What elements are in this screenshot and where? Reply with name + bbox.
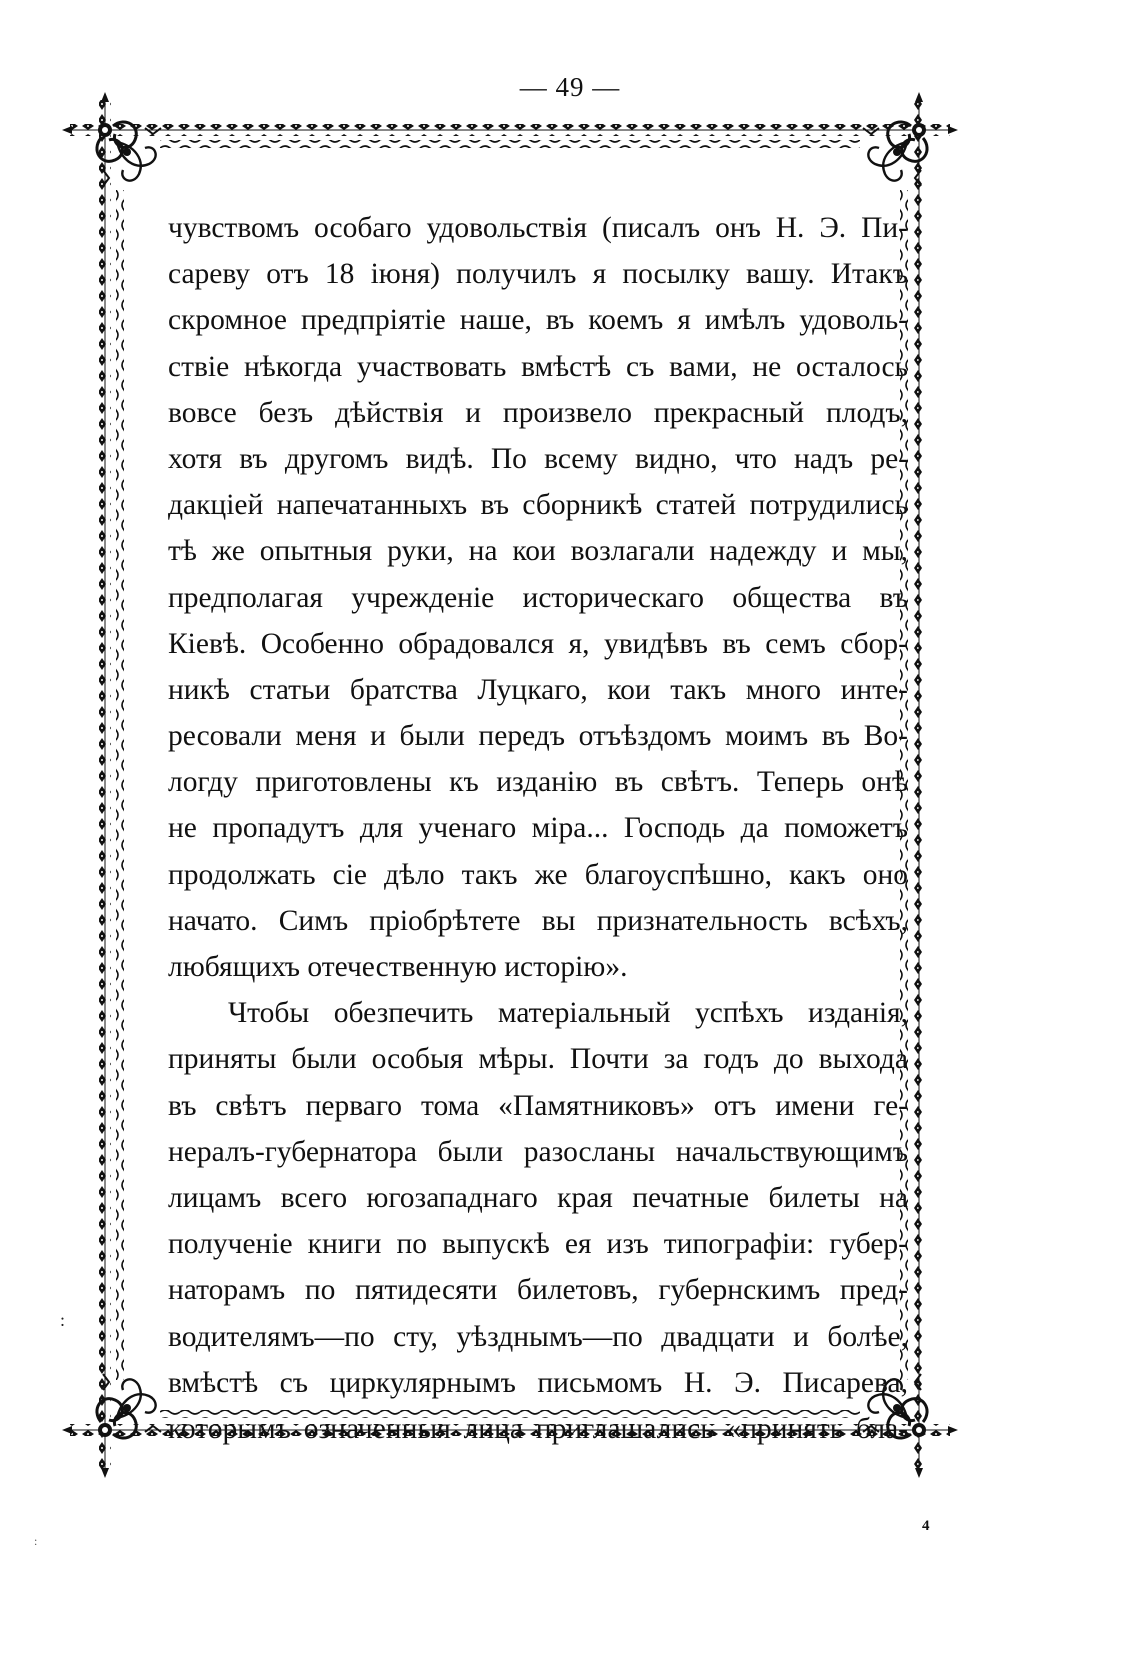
text-line: вмѣстѣ съ циркулярнымъ письмомъ Н. Э. Писарева, (168, 1366, 908, 1399)
text-line: хотя въ другомъ видѣ. По всему видно, что надъ ре- (168, 442, 908, 475)
paragraph-first-line: Чтобы обезпечить матеріальный успѣхъ изданія, (228, 997, 908, 1030)
stray-mark: : (60, 1310, 66, 1330)
text-line: скромное предпріятіе наше, въ коемъ я имѣлъ удоволь- (168, 304, 908, 337)
text-line: не пропадутъ для ученаго міра... Господь да поможетъ (168, 812, 908, 845)
text-line: приняты были особыя мѣры. Почти за годъ до выхода (168, 1043, 908, 1076)
text-line: тѣ же опытныя руки, на кои возлагали надежду и мы, (168, 535, 908, 568)
text-line: никѣ статьи братства Луцкаго, кои такъ много инте- (168, 673, 908, 706)
text-line: сареву отъ 18 іюня) получилъ я посылку вашу. Итакъ (168, 258, 908, 291)
text-line: которымъ означенныя лица приглашались «принять бла- (168, 1412, 908, 1445)
text-line: въ свѣтъ перваго тома «Памятниковъ» отъ имени ге- (168, 1089, 908, 1122)
text-line: полученіе книги по выпускѣ ея изъ типографіи: губер- (168, 1228, 908, 1261)
text-line: ресовали меня и были передъ отъѣздомъ моимъ въ Во- (168, 720, 908, 753)
text-line: любящихъ отечественную исторію». (168, 951, 628, 983)
text-line: чувствомъ особаго удовольствія (писалъ онъ Н. Э. Пи- (168, 212, 908, 244)
text-line: дакціей напечатанныхъ въ сборникѣ статей потрудились (168, 489, 908, 522)
page-number: — 49 — (519, 72, 621, 102)
text-line: ствіе нѣкогда участвовать вмѣстѣ съ вами, не осталось (168, 350, 908, 383)
text-line: начато. Симъ пріобрѣтете вы признательность всѣхъ, (168, 904, 908, 937)
text-line: нералъ-губернатора были разосланы начальствующимъ (168, 1135, 908, 1168)
text-line: наторамъ по пятидесяти билетовъ, губернскимъ пред- (168, 1274, 908, 1307)
text-line: лицамъ всего югозападнаго края печатные билеты на (168, 1181, 908, 1214)
text-line: вовсе безъ дѣйствія и произвело прекрасный плодъ, (168, 396, 908, 429)
text-line: предполагая учрежденіе историческаго общества въ (168, 581, 908, 614)
stray-mark-small: : (34, 1534, 38, 1548)
text-line: Кіевѣ. Особенно обрадовался я, увидѣвъ въ семъ сбор- (168, 627, 908, 660)
text-line: логду приготовлены къ изданію въ свѣтъ. Теперь онѣ (168, 766, 908, 799)
text-line: водителямъ—по сту, уѣзднымъ—по двадцати и болѣе, (168, 1320, 908, 1353)
text-line: продолжать сіе дѣло такъ же благоуспѣшно, какъ оно (168, 858, 908, 891)
body-text (168, 205, 908, 1452)
signature-mark: 4 (922, 1518, 930, 1534)
